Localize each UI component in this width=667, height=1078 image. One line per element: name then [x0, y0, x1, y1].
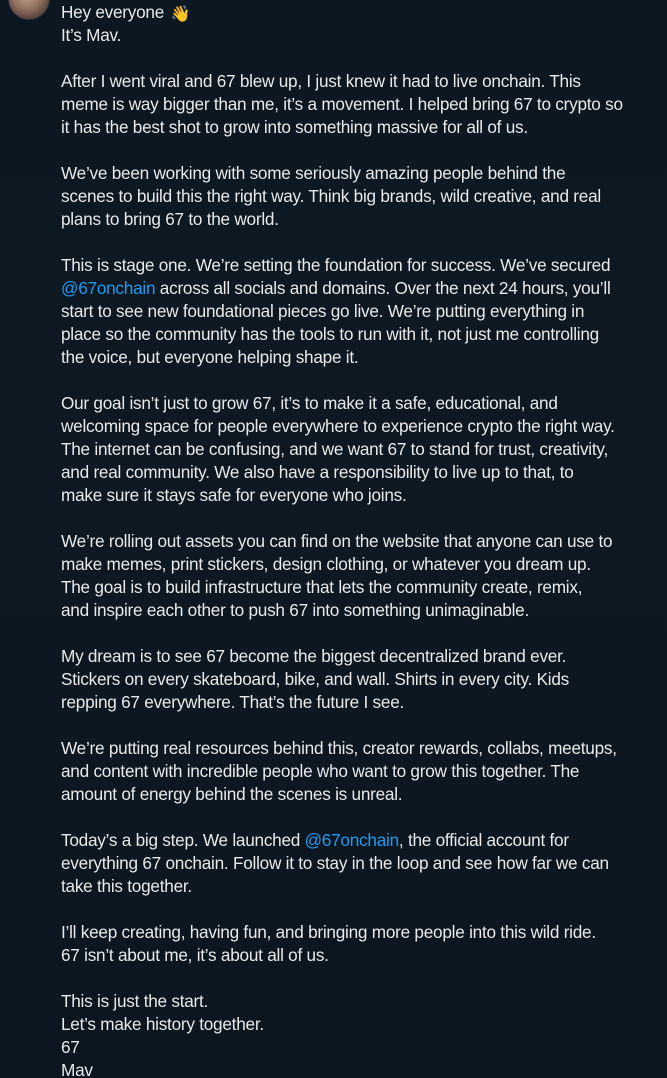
paragraph-6-line: My dream is to see 67 become the biggest decentralized brand ever. — [61, 646, 567, 666]
paragraph-4-line: and real community. We also have a responsibility to live up to that, to — [61, 462, 574, 482]
paragraph-8-line — [61, 829, 661, 852]
paragraph-6-line: repping 67 everywhere. That’s the future I see. — [61, 692, 405, 712]
paragraph-8-text: , the official account for — [398, 830, 569, 850]
paragraph-4-line: The internet can be confusing, and we want 67 to stand for trust, creativity, — [61, 439, 608, 459]
paragraph-7-line: and content with incredible people who want to grow this together. The — [61, 761, 580, 781]
paragraph-4-line: make sure it stays safe for everyone who joins. — [61, 485, 407, 505]
paragraph-3-line: This is stage one. We’re setting the foundation for success. We’ve secured — [61, 255, 611, 275]
greeting-line — [61, 1, 661, 24]
paragraph-7-line: amount of energy behind the scenes is unreal. — [61, 784, 403, 804]
paragraph-1-line: it has the best shot to grow into something massive for all of us. — [61, 117, 528, 137]
paragraph-8-line: take this together. — [61, 876, 192, 896]
paragraph-2-line: We’ve been working with some seriously amazing people behind the — [61, 163, 566, 183]
signature-line: Mav — [61, 1060, 93, 1078]
paragraph-3-line: place so the community has the tools to run with it, not just me controlling — [61, 324, 599, 344]
post-body — [61, 1, 661, 1078]
paragraph-gap — [61, 898, 661, 921]
paragraph-3-line: start to see new foundational pieces go live. We’re putting everything in — [61, 301, 585, 321]
intro-line: It’s Mav. — [61, 25, 122, 45]
paragraph-1-line: After I went viral and 67 blew up, I just knew it had to live onchain. This — [61, 71, 581, 91]
paragraph-5-line: make memes, print stickers, design clothing, or whatever you dream up. — [61, 554, 591, 574]
paragraph-3-text: across all socials and domains. Over the next 24 hours, you’ll — [155, 278, 611, 298]
greeting-text: Hey everyone — [61, 2, 165, 22]
paragraph-7-line: We’re putting real resources behind this, creator rewards, collabs, meetups, — [61, 738, 617, 758]
closing-line: 67 — [61, 1037, 80, 1057]
closing-line: This is just the start. — [61, 991, 209, 1011]
paragraph-9-line: 67 isn’t about me, it’s about all of us. — [61, 945, 329, 965]
paragraph-2-line: plans to bring 67 to the world. — [61, 209, 279, 229]
paragraph-4-line: welcoming space for people everywhere to experience crypto the right way. — [61, 416, 615, 436]
waving-hand-icon: 👋 — [170, 6, 191, 23]
paragraph-8-text: Today’s a big step. We launched — [61, 830, 305, 850]
mention-link-67onchain[interactable]: @67onchain — [61, 278, 156, 298]
paragraph-gap — [61, 622, 661, 645]
paragraph-8-line: everything 67 onchain. Follow it to stay in the loop and see how far we can — [61, 853, 609, 873]
paragraph-gap — [61, 714, 661, 737]
paragraph-gap — [61, 139, 661, 162]
closing-line: Let’s make history together. — [61, 1014, 264, 1034]
paragraph-3-line — [61, 277, 661, 300]
paragraph-5-line: The goal is to build infrastructure that lets the community create, remix, — [61, 577, 583, 597]
paragraph-2-line: scenes to build this the right way. Think big brands, wild creative, and real — [61, 186, 601, 206]
paragraph-3-line: the voice, but everyone helping shape it. — [61, 347, 359, 367]
paragraph-gap — [61, 967, 661, 990]
paragraph-gap — [61, 47, 661, 70]
paragraph-gap — [61, 369, 661, 392]
paragraph-9-line: I’ll keep creating, having fun, and bringing more people into this wild ride. — [61, 922, 596, 942]
paragraph-5-line: and inspire each other to push 67 into something unimaginable. — [61, 600, 529, 620]
paragraph-4-line: Our goal isn’t just to grow 67, it’s to make it a safe, educational, and — [61, 393, 558, 413]
paragraph-1-line: meme is way bigger than me, it’s a movement. I helped bring 67 to crypto so — [61, 94, 623, 114]
paragraph-gap — [61, 806, 661, 829]
paragraph-5-line: We’re rolling out assets you can find on the website that anyone can use to — [61, 531, 613, 551]
paragraph-6-line: Stickers on every skateboard, bike, and wall. Shirts in every city. Kids — [61, 669, 570, 689]
mention-link-67onchain[interactable]: @67onchain — [304, 830, 399, 850]
paragraph-gap — [61, 507, 661, 530]
paragraph-gap — [61, 231, 661, 254]
